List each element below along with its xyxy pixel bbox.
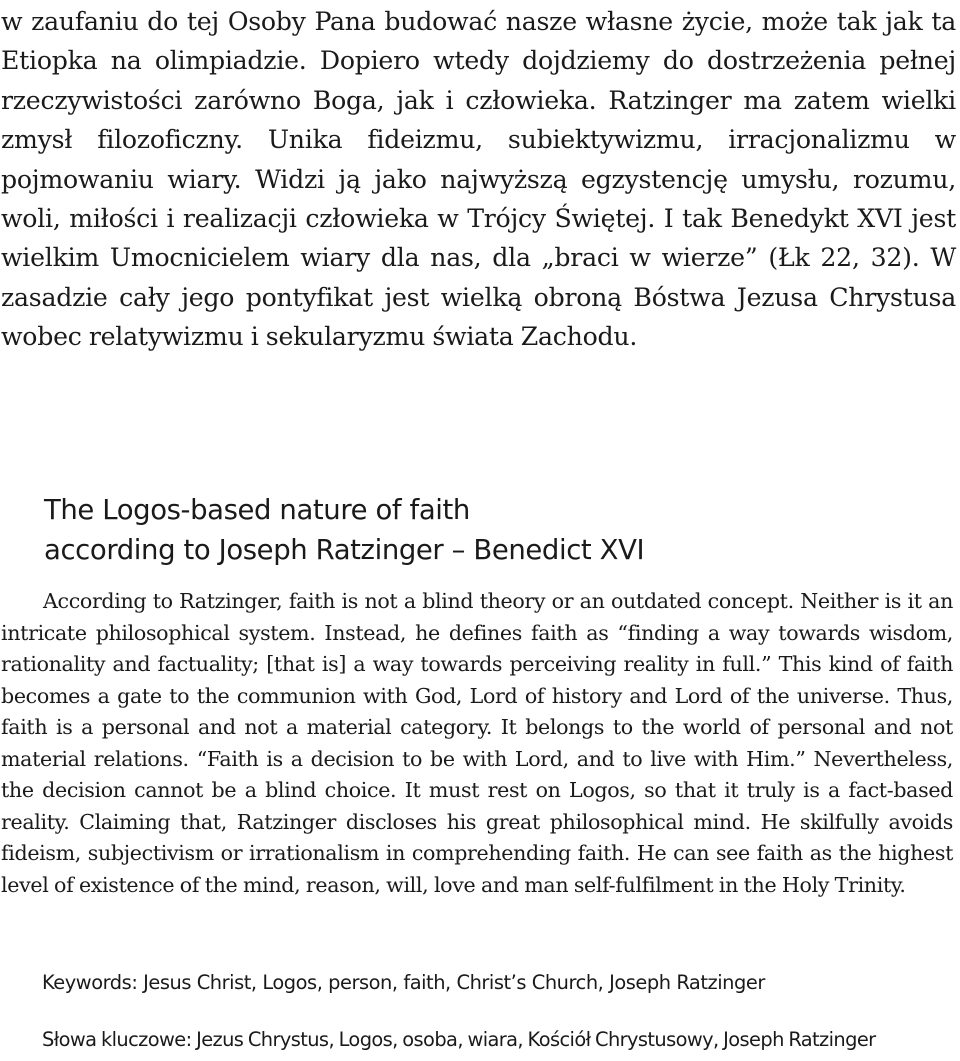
article-title-line-1: The Logos-based nature of faith xyxy=(44,494,470,526)
abstract-paragraph: According to Ratzinger, faith is not a blind theory or an outdated concept. Neither is it an intricate philosophical system. Instead, he defines faith as “finding a way towards wisdom, rationality and factuality; [that is] a way towards perceiving reality in full.” This kind of faith becomes a gate to the communion with God, Lord of history and Lord of the universe. Thus, faith is a personal and not a material category. It belongs to the world of personal and not material relations. “Faith is a decision to be with Lord, and to live with Him.” Nevertheless, the decision cannot be a blind choice. It must rest on Logos, so that it truly is a fact-based reality. Claiming that, Ratzinger discloses his great philosophical mind. He skilfully avoids fideism, subjectivism or irrationalism in comprehending faith. He can see faith as the highest level of existence of the mind, reason, will, love and man self-fulfilment in the Holy Trinity. xyxy=(1,589,953,897)
article-title-line-2: according to Joseph Ratzinger – Benedict XVI xyxy=(44,534,645,566)
article-title xyxy=(44,490,944,570)
keywords-line: Keywords: Jesus Christ, Logos, person, faith, Christ’s Church, Joseph Ratzinger xyxy=(42,971,765,994)
slowa-kluczowe-line: Słowa kluczowe: Jezus Chrystus, Logos, osoba, wiara, Kościół Chrystusowy, Joseph Ratzinger xyxy=(42,1028,876,1051)
polish-paragraph: w zaufaniu do tej Osoby Pana budować nasze własne życie, może tak jak ta Etiopka na olimpiadzie. Dopiero wtedy dojdziemy do dostrzeżenia pełnej rzeczywistości zarówno Boga, jak i człowieka. Ratzinger ma zatem wielki zmysł filozoficzny. Unika fideizmu, subiektywizmu, irracjonalizmu w pojmowaniu wiary. Widzi ją jako najwyższą egzystencję umysłu, rozumu, woli, miłości i realizacji człowieka w Trójcy Świętej. I tak Benedykt XVI jest wielkim Umocnicielem wiary dla nas, dla „braci w wierze” (Łk 22, 32). W zasadzie cały jego pontyfikat jest wielką obroną Bóstwa Jezusa Chrystusa wobec relatywizmu i sekularyzmu świata Zachodu. xyxy=(1,7,956,352)
